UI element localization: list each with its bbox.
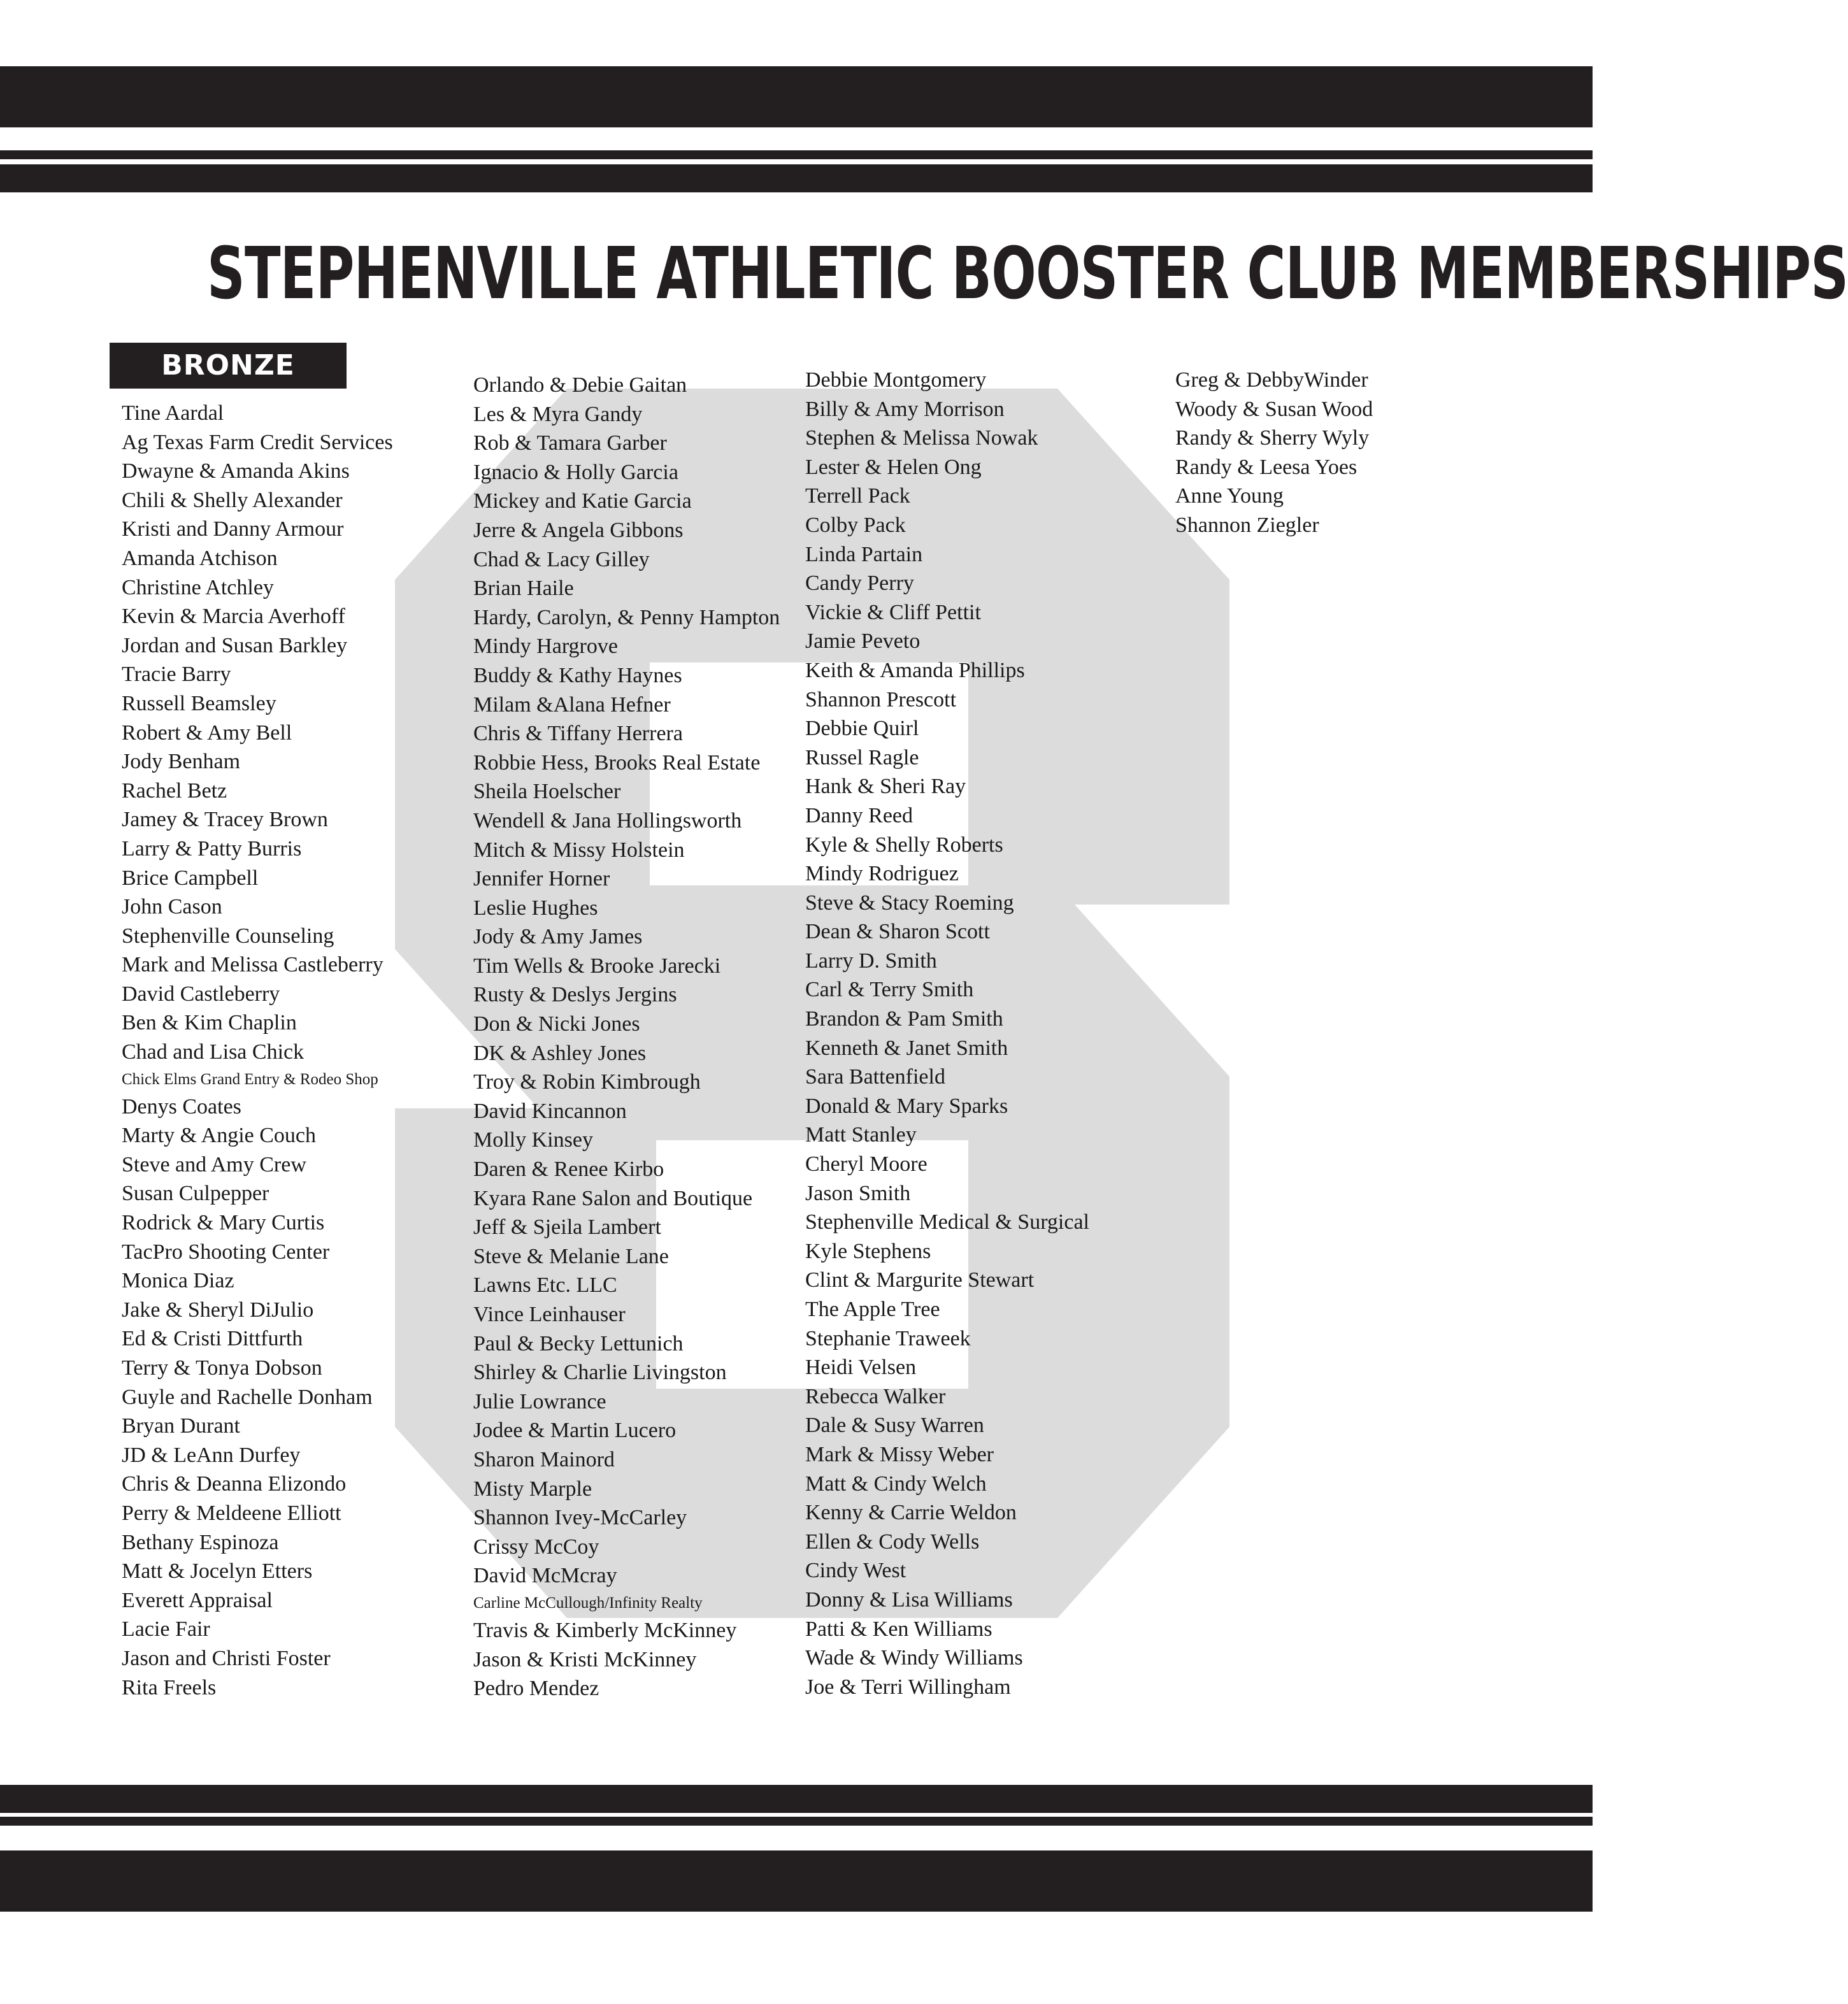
member-name: Molly Kinsey <box>473 1128 593 1152</box>
member-name: Mindy Rodriguez <box>805 862 959 886</box>
member-name: Russel Ragle <box>805 745 919 769</box>
member-name: Matt Stanley <box>805 1123 917 1147</box>
member-name: Mindy Hargrove <box>473 634 618 659</box>
member-name: Russell Beamsley <box>122 691 276 715</box>
footer-band-thin <box>0 1817 1593 1826</box>
member-name: Larry & Patty Burris <box>122 836 302 861</box>
member-name: Lester & Helen Ong <box>805 455 982 479</box>
member-name: Jennifer Horner <box>473 867 610 891</box>
member-name: DK & Ashley Jones <box>473 1041 647 1065</box>
member-name: Chad & Lacy Gilley <box>473 547 650 571</box>
member-name: Don & Nicki Jones <box>473 1012 640 1036</box>
member-name: Mitch & Missy Holstein <box>473 838 685 862</box>
member-name: Sheila Hoelscher <box>473 780 621 804</box>
member-name: David Kincannon <box>473 1099 627 1123</box>
member-name: Chad and Lisa Chick <box>122 1040 304 1064</box>
member-name: Vickie & Cliff Pettit <box>805 600 981 624</box>
member-name: Randy & Leesa Yoes <box>1175 455 1357 479</box>
member-name: Pedro Mendez <box>473 1677 599 1701</box>
member-name: Dale & Susy Warren <box>805 1414 984 1438</box>
member-name: Hardy, Carolyn, & Penny Hampton <box>473 605 780 629</box>
member-name: Candy Perry <box>805 571 914 596</box>
member-name: Kenneth & Janet Smith <box>805 1036 1008 1060</box>
member-name: David McMcray <box>473 1564 617 1588</box>
member-name: Chili & Shelly Alexander <box>122 488 343 512</box>
member-name: Tim Wells & Brooke Jarecki <box>473 954 721 978</box>
member-column-2 <box>473 371 780 1703</box>
member-name: Cheryl Moore <box>805 1152 928 1177</box>
header-band-thin <box>0 150 1593 159</box>
member-name: Rob & Tamara Garber <box>473 431 667 455</box>
member-name: Wendell & Jana Hollingsworth <box>473 808 742 833</box>
member-name: Kristi and Danny Armour <box>122 517 344 541</box>
member-name: Lacie Fair <box>122 1617 210 1642</box>
member-name: Matt & Jocelyn Etters <box>122 1559 313 1584</box>
member-name: Hank & Sheri Ray <box>805 775 966 799</box>
member-name: Cindy West <box>805 1559 906 1583</box>
member-name: Misty Marple <box>473 1477 592 1501</box>
member-name: Jamey & Tracey Brown <box>122 808 328 832</box>
member-name: Lawns Etc. LLC <box>473 1273 617 1298</box>
member-name: Milam &Alana Hefner <box>473 692 671 717</box>
member-name: Vince Leinhauser <box>473 1303 626 1326</box>
member-name: John Cason <box>122 895 222 919</box>
member-name: Carline McCullough/Infinity Realty <box>473 1594 703 1612</box>
member-name: Danny Reed <box>805 803 913 827</box>
member-name: David Castleberry <box>122 982 280 1006</box>
member-name: Stephanie Traweek <box>805 1326 971 1350</box>
header-band-bottom <box>0 164 1593 192</box>
member-name: Wade & Windy Williams <box>805 1646 1023 1670</box>
member-name: Shannon Ivey-McCarley <box>473 1506 687 1530</box>
member-name: Kenny & Carrie Weldon <box>805 1501 1017 1525</box>
member-name: Jerre & Angela Gibbons <box>473 518 684 542</box>
member-name: Bethany Espinoza <box>122 1530 279 1554</box>
member-name: Troy & Robin Kimbrough <box>473 1070 701 1094</box>
member-name: Jamie Peveto <box>805 629 920 654</box>
member-name: Orlando & Debie Gaitan <box>473 373 687 397</box>
member-name: Jeff & Sjeila Lambert <box>473 1215 661 1240</box>
member-name: Stephenville Medical & Surgical <box>805 1210 1090 1235</box>
member-name: Kyle & Shelly Roberts <box>805 833 1003 857</box>
member-name: Steve and Amy Crew <box>122 1152 306 1177</box>
member-name: Ignacio & Holly Garcia <box>473 460 678 484</box>
member-name: Bryan Durant <box>122 1414 241 1438</box>
member-name: Tine Aardal <box>122 401 224 425</box>
member-name: Joe & Terri Willingham <box>805 1675 1011 1699</box>
member-name: Buddy & Kathy Haynes <box>473 663 682 687</box>
member-name: Jake & Sheryl DiJulio <box>122 1298 314 1322</box>
member-name: Jodee & Martin Lucero <box>473 1419 677 1443</box>
member-name: Rodrick & Mary Curtis <box>122 1211 325 1235</box>
member-name: Mark & Missy Weber <box>805 1442 994 1466</box>
header-band-top <box>0 66 1593 127</box>
member-name: Robbie Hess, Brooks Real Estate <box>473 750 761 775</box>
member-name: Donny & Lisa Williams <box>805 1587 1013 1612</box>
member-name: Shannon Prescott <box>805 687 957 712</box>
member-name: Matt & Cindy Welch <box>805 1471 987 1496</box>
member-name: Crissy McCoy <box>473 1535 599 1559</box>
footer-band-top <box>0 1785 1593 1813</box>
member-name: Colby Pack <box>805 513 906 537</box>
member-name: Everett Appraisal <box>122 1588 273 1612</box>
tier-label-bronze: BRONZE <box>110 343 347 389</box>
member-name: Steve & Stacy Roeming <box>805 891 1014 915</box>
member-name: Jody Benham <box>122 750 241 774</box>
member-name: Sharon Mainord <box>473 1447 615 1471</box>
member-name: JD & LeAnn Durfey <box>122 1443 301 1467</box>
member-name: Debbie Montgomery <box>805 368 987 392</box>
member-name: Les & Myra Gandy <box>473 402 643 426</box>
member-name: Julie Lowrance <box>473 1389 606 1414</box>
member-name: Mickey and Katie Garcia <box>473 489 692 513</box>
member-name: Anne Young <box>1175 484 1284 508</box>
member-name: Debbie Quirl <box>805 717 919 741</box>
member-name: Linda Partain <box>805 542 923 566</box>
member-name: Rebecca Walker <box>805 1384 946 1408</box>
member-name: Jason Smith <box>805 1181 911 1205</box>
member-column-1 <box>122 399 393 1702</box>
member-name: Dean & Sharon Scott <box>805 920 990 944</box>
page-title: STEPHENVILLE ATHLETIC BOOSTER CLUB MEMBERSHIPS <box>207 233 1848 315</box>
member-name: The Apple Tree <box>805 1298 940 1321</box>
member-name: Heidi Velsen <box>805 1356 917 1380</box>
member-name: Mark and Melissa Castleberry <box>122 953 383 977</box>
member-name: Shannon Ziegler <box>1175 513 1319 537</box>
member-name: Chick Elms Grand Entry & Rodeo Shop <box>122 1070 378 1088</box>
member-name: Monica Diaz <box>122 1269 234 1293</box>
member-name: Denys Coates <box>122 1094 241 1119</box>
member-name: Kyle Stephens <box>805 1239 931 1263</box>
member-name: Susan Culpepper <box>122 1182 269 1206</box>
member-column-4 <box>1175 366 1373 540</box>
member-name: Terry & Tonya Dobson <box>122 1356 322 1380</box>
member-name: Clint & Margurite Stewart <box>805 1268 1035 1292</box>
member-name: Leslie Hughes <box>473 896 598 920</box>
member-name: Larry D. Smith <box>805 948 937 973</box>
member-name: Tracie Barry <box>122 662 231 687</box>
member-name: Jason and Christi Foster <box>122 1646 331 1670</box>
member-name: Randy & Sherry Wyly <box>1175 426 1370 450</box>
member-name: Chris & Tiffany Herrera <box>473 722 683 746</box>
member-name: Ag Texas Farm Credit Services <box>122 430 393 454</box>
member-name: Marty & Angie Couch <box>122 1124 317 1148</box>
member-name: Keith & Amanda Phillips <box>805 658 1025 682</box>
member-name: Jason & Kristi McKinney <box>473 1647 697 1671</box>
member-name: Brice Campbell <box>122 866 259 890</box>
member-name: Sara Battenfield <box>805 1065 945 1089</box>
member-name: Ed & Cristi Dittfurth <box>122 1327 303 1351</box>
member-name: Dwayne & Amanda Akins <box>122 459 350 483</box>
member-name: Ben & Kim Chaplin <box>122 1011 297 1035</box>
member-name: Terrell Pack <box>805 484 910 508</box>
member-name: Chris & Deanna Elizondo <box>122 1472 347 1496</box>
member-name: Jody & Amy James <box>473 925 643 949</box>
member-name: Rita Freels <box>122 1675 217 1700</box>
member-name: Ellen & Cody Wells <box>805 1529 980 1554</box>
member-name: Kyara Rane Salon and Boutique <box>473 1186 753 1210</box>
member-name: Greg & DebbyWinder <box>1175 368 1368 392</box>
member-name: Travis & Kimberly McKinney <box>473 1618 737 1642</box>
member-name: Amanda Atchison <box>122 546 278 570</box>
member-name: Christine Atchley <box>122 575 274 599</box>
member-name: Steve & Melanie Lane <box>473 1244 669 1268</box>
member-name: Carl & Terry Smith <box>805 978 974 1002</box>
member-name: Paul & Becky Lettunich <box>473 1331 684 1356</box>
member-name: Rusty & Deslys Jergins <box>473 983 677 1007</box>
member-name: Shirley & Charlie Livingston <box>473 1361 727 1385</box>
member-name: Patti & Ken Williams <box>805 1617 992 1641</box>
footer-band-bottom <box>0 1850 1593 1912</box>
member-name: Brandon & Pam Smith <box>805 1007 1003 1031</box>
member-name: Daren & Renee Kirbo <box>473 1157 664 1182</box>
member-column-3 <box>805 366 1089 1701</box>
member-name: Jordan and Susan Barkley <box>122 633 348 657</box>
member-name: Donald & Mary Sparks <box>805 1094 1008 1118</box>
member-name: Woody & Susan Wood <box>1175 397 1373 421</box>
member-name: Billy & Amy Morrison <box>805 397 1005 421</box>
member-name: TacPro Shooting Center <box>122 1240 330 1264</box>
member-name: Guyle and Rachelle Donham <box>122 1385 373 1409</box>
member-name: Robert & Amy Bell <box>122 720 292 745</box>
member-name: Stephen & Melissa Nowak <box>805 426 1038 450</box>
member-name: Rachel Betz <box>122 778 227 803</box>
member-name: Brian Haile <box>473 576 574 601</box>
member-name: Stephenville Counseling <box>122 924 334 948</box>
member-name: Perry & Meldeene Elliott <box>122 1501 341 1525</box>
member-name: Kevin & Marcia Averhoff <box>122 605 345 629</box>
